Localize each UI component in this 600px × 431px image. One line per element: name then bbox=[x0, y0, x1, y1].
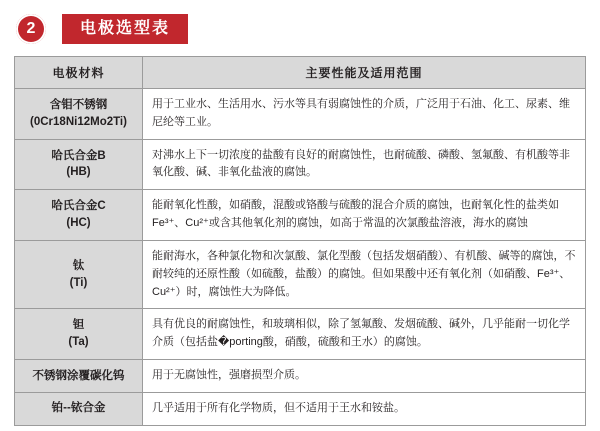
table-header-row bbox=[15, 57, 586, 89]
material-line: 不锈钢涂覆碳化钨 bbox=[32, 369, 125, 382]
material-line: (HC) bbox=[66, 217, 91, 230]
table-row bbox=[15, 392, 586, 425]
description-cell: 具有优良的耐腐蚀性，和玻璃相似，除了氢氟酸、发烟硫酸、碱外，几乎能耐一切化学介质（包括盐�porting酸，硝酸，硫酸和王水）的腐蚀。 bbox=[143, 309, 586, 360]
table-row bbox=[15, 139, 586, 190]
material-line: 哈氏合金C bbox=[51, 200, 106, 213]
material-line: (HB) bbox=[66, 166, 91, 179]
material-line: 钛 bbox=[72, 259, 85, 272]
description-cell: 对沸水上下一切浓度的盐酸有良好的耐腐蚀性，也耐硫酸、磷酸、氢氟酸、有机酸等非氧化酸、碱、非氧化盐液的腐蚀。 bbox=[143, 139, 586, 190]
material-cell bbox=[15, 240, 143, 308]
material-cell bbox=[15, 392, 143, 425]
table-row bbox=[15, 89, 586, 140]
page-header bbox=[14, 10, 586, 48]
material-line: (0Cr18Ni12Mo2Ti) bbox=[30, 115, 127, 128]
description-cell: 能耐海水，各种氯化物和次氯酸、氯化型酸（包括发烟硝酸）、有机酸、碱等的腐蚀，不耐较纯的还原性酸（如硫酸，盐酸）的腐蚀。但如果酸中还有氧化剂（如硝酸、Fe³⁺、Cu²⁺）时，腐蚀性大为降低。 bbox=[143, 240, 586, 308]
column-header-performance: 主要性能及适用范围 bbox=[143, 57, 586, 89]
material-line: 哈氏合金B bbox=[51, 149, 106, 162]
material-cell bbox=[15, 309, 143, 360]
description-cell: 几乎适用于所有化学物质，但不适用于王水和铵盐。 bbox=[143, 392, 586, 425]
material-line: 钽 bbox=[72, 319, 85, 332]
description-cell: 用于无腐蚀性，强磨损型介质。 bbox=[143, 359, 586, 392]
column-header-material: 电极材料 bbox=[15, 57, 143, 89]
page-title: 电极选型表 bbox=[62, 14, 188, 45]
material-cell bbox=[15, 190, 143, 241]
material-line: (Ta) bbox=[68, 336, 89, 349]
material-cell bbox=[15, 359, 143, 392]
electrode-selection-table bbox=[14, 56, 586, 426]
description-cell: 能耐氧化性酸，如硝酸，混酸或铬酸与硫酸的混合介质的腐蚀，也耐氧化性的盐类如Fe³⁺、Cu²⁺或含其他氧化剂的腐蚀，如高于常温的次氯酸盐溶液，海水的腐蚀 bbox=[143, 190, 586, 241]
table-row bbox=[15, 309, 586, 360]
section-number-badge: 2 bbox=[16, 14, 46, 44]
table-row bbox=[15, 359, 586, 392]
material-cell bbox=[15, 89, 143, 140]
table-row bbox=[15, 240, 586, 308]
material-line: 铂--铱合金 bbox=[51, 402, 106, 415]
material-line: (Ti) bbox=[69, 276, 88, 289]
table-row bbox=[15, 190, 586, 241]
material-line: 含钼不锈钢 bbox=[49, 99, 108, 112]
material-cell bbox=[15, 139, 143, 190]
description-cell: 用于工业水、生活用水、污水等具有弱腐蚀性的介质，广泛用于石油、化工、尿素、维尼纶等工业。 bbox=[143, 89, 586, 140]
